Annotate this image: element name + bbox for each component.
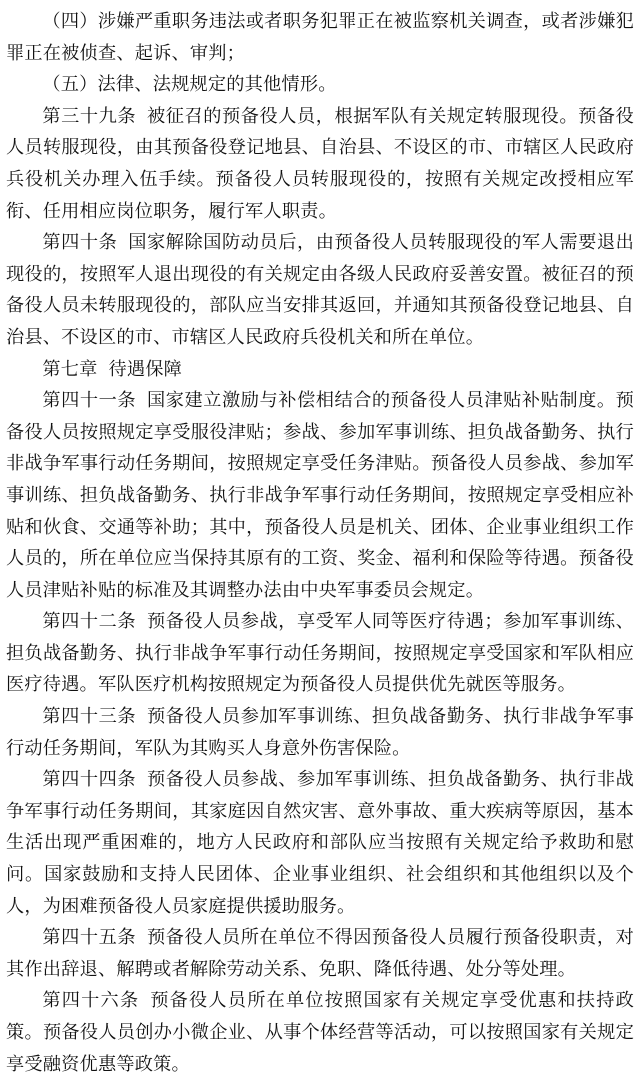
article-text: 预备役人员参加军事训练、担负战备勤务、执行非战争军事行动任务期间，军队为其购买人身意外伤害保险。 [6,706,634,759]
article-42 [6,606,634,701]
article-43 [6,701,634,764]
clause-paragraph [6,6,634,69]
clause-text: （五）法律、法规规定的其他情形。 [42,74,337,96]
article-number: 第四十四条 [42,769,137,791]
chapter-heading [6,354,634,386]
article-text: 预备役人员所在单位按照国家有关规定享受优惠和扶持政策。预备役人员创办小微企业、从事个体经营等活动，可以按照国家有关规定享受融资优惠等政策。 [6,990,634,1075]
article-text: 预备役人员参战，享受军人同等医疗待遇；参加军事训练、担负战备勤务、执行非战争军事行动任务期间，按照规定享受国家和军队相应医疗待遇。军队医疗机构按照规定为预备役人员提供优先就医等服务。 [6,611,634,696]
article-number: 第四十五条 [42,927,137,949]
article-40 [6,227,634,353]
chapter-title: 待遇保障 [108,358,183,380]
article-number: 第四十条 [42,232,118,254]
clause-paragraph [6,69,634,101]
article-text: 预备役人员参战、参加军事训练、担负战备勤务、执行非战争军事行动任务期间，其家庭因自然灾害、意外事故、重大疾病等原因，基本生活出现严重困难的，地方人民政府和部队应当按照有关规定给予救助和慰问。国家鼓励和支持人民团体、企业事业组织、社会组织和其他组织以及个人，为困难预备役人员家庭提供援助服务。 [6,769,634,917]
article-number: 第四十二条 [42,611,137,633]
article-number: 第四十三条 [42,706,137,728]
article-46 [6,985,634,1080]
article-text: 预备役人员所在单位不得因预备役人员履行预备役职责，对其作出辞退、解聘或者解除劳动关系、免职、降低待遇、处分等处理。 [6,927,634,980]
article-text: 国家解除国防动员后，由预备役人员转服现役的军人需要退出现役的，按照军人退出现役的有关规定由各级人民政府妥善安置。被征召的预备役人员未转服现役的，部队应当安排其返回，并通知其预备役登记地县、自治县、不设区的市、市辖区人民政府兵役机关和所在单位。 [6,232,634,348]
article-number: 第三十九条 [42,105,137,127]
article-41 [6,385,634,606]
clause-text: （四）涉嫌严重职务违法或者职务犯罪正在被监察机关调查，或者涉嫌犯罪正在被侦查、起诉、审判； [6,11,634,64]
chapter-number: 第七章 [42,358,98,380]
article-text: 国家建立激励与补偿相结合的预备役人员津贴补贴制度。预备役人员按照规定享受服役津贴；参战、参加军事训练、担负战备勤务、执行非战争军事行动任务期间，按照规定享受任务津贴。预备役人员参战、参加军事训练、担负战备勤务、执行非战争军事行动任务期间，按照规定享受相应补贴和伙食、交通等补助；其中，预备役人员是机关、团体、企业事业组织工作人员的，所在单位应当保持其原有的工资、奖金、福利和保险等待遇。预备役人员津贴补贴的标准及其调整办法由中央军事委员会规定。 [6,390,634,601]
article-44 [6,764,634,922]
article-39 [6,101,634,227]
article-text: 被征召的预备役人员，根据军队有关规定转服现役。预备役人员转服现役，由其预备役登记地县、自治县、不设区的市、市辖区人民政府兵役机关办理入伍手续。预备役人员转服现役的，按照有关规定改授相应军衔、任用相应岗位职务，履行军人职责。 [6,105,634,222]
article-45 [6,922,634,985]
article-number: 第四十一条 [42,390,137,412]
article-number: 第四十六条 [42,990,140,1012]
